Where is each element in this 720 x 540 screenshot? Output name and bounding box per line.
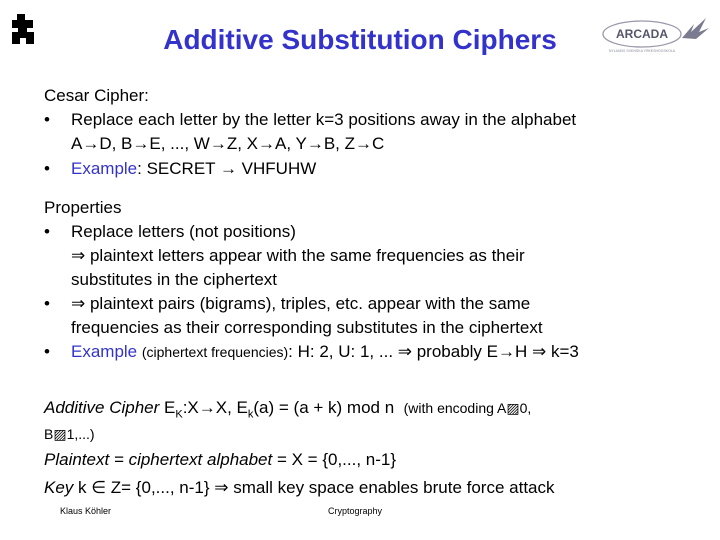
properties-bullet2-line2: frequencies as their corresponding substitutes in the ciphertext	[71, 318, 543, 337]
properties-bullet3	[71, 342, 579, 362]
caesar-bullet1-line1: Replace each letter by the letter k=3 positions away in the alphabet	[71, 110, 577, 129]
caesar-heading: Cesar Cipher	[44, 86, 145, 105]
bullet-marker: •	[44, 222, 50, 241]
frequency-result: : H: 2, U: 1, ... ⇒ probably E→H ⇒ k=3	[288, 342, 579, 361]
bullet-marker: •	[44, 294, 50, 313]
arcada-logo-text: ARCADA	[616, 27, 668, 41]
additive-cipher-label: Additive Cipher	[44, 398, 160, 417]
ciphertext-frequencies-note: (ciphertext frequencies)	[141, 344, 289, 360]
page-title: Additive Substitution Ciphers	[163, 24, 557, 55]
properties-heading: Properties	[44, 198, 122, 217]
arcada-logo-tagline: NYLANDS SVENSKA YRKESHÖGSKOLA	[608, 49, 676, 53]
caesar-bullet1-line2: A→D, B→E, ..., W→Z, X→A, Y→B, Z→C	[71, 134, 385, 153]
bird-icon	[682, 18, 709, 39]
properties-bullet2-line1: ⇒ plaintext pairs (bigrams), triples, etc. appear with the same	[71, 294, 531, 313]
plaintext-alphabet-line: Plaintext = ciphertext alphabet = X = {0,..., n-1}	[44, 450, 397, 469]
footer-author: Klaus Köhler	[60, 506, 112, 516]
bullet-marker: •	[44, 110, 50, 129]
example-label: Example	[71, 159, 138, 178]
key-space-line: Key k ∈ Z= {0,..., n-1} ⇒ small key space enables brute force attack	[44, 478, 555, 497]
properties-bullet1-line2: ⇒ plaintext letters appear with the same frequencies as their	[71, 246, 525, 265]
arcada-logo	[602, 14, 710, 54]
caesar-example-text: : SECRET → VHFUHW	[137, 159, 317, 178]
bullet-marker: •	[44, 159, 50, 178]
bullet-marker: •	[44, 342, 50, 361]
caesar-bullet2	[71, 159, 316, 179]
properties-bullet1-line1: Replace letters (not positions)	[71, 222, 296, 241]
example-label: Example	[71, 342, 138, 361]
additive-cipher-line: Additive Cipher $E_K:X\to X$, $E_k(a) = (a + k)$ mod n (with encoding A▨0,	[44, 398, 532, 421]
caesar-heading-colon: :	[144, 86, 149, 105]
footer-course: Cryptography	[328, 506, 383, 516]
caesar-heading-line	[44, 86, 149, 106]
properties-bullet1-line3: substitutes in the ciphertext	[71, 270, 278, 289]
encoding-note-cont: B▨1,...)	[44, 426, 95, 442]
encoding-note: (with encoding A▨0,	[403, 400, 532, 416]
